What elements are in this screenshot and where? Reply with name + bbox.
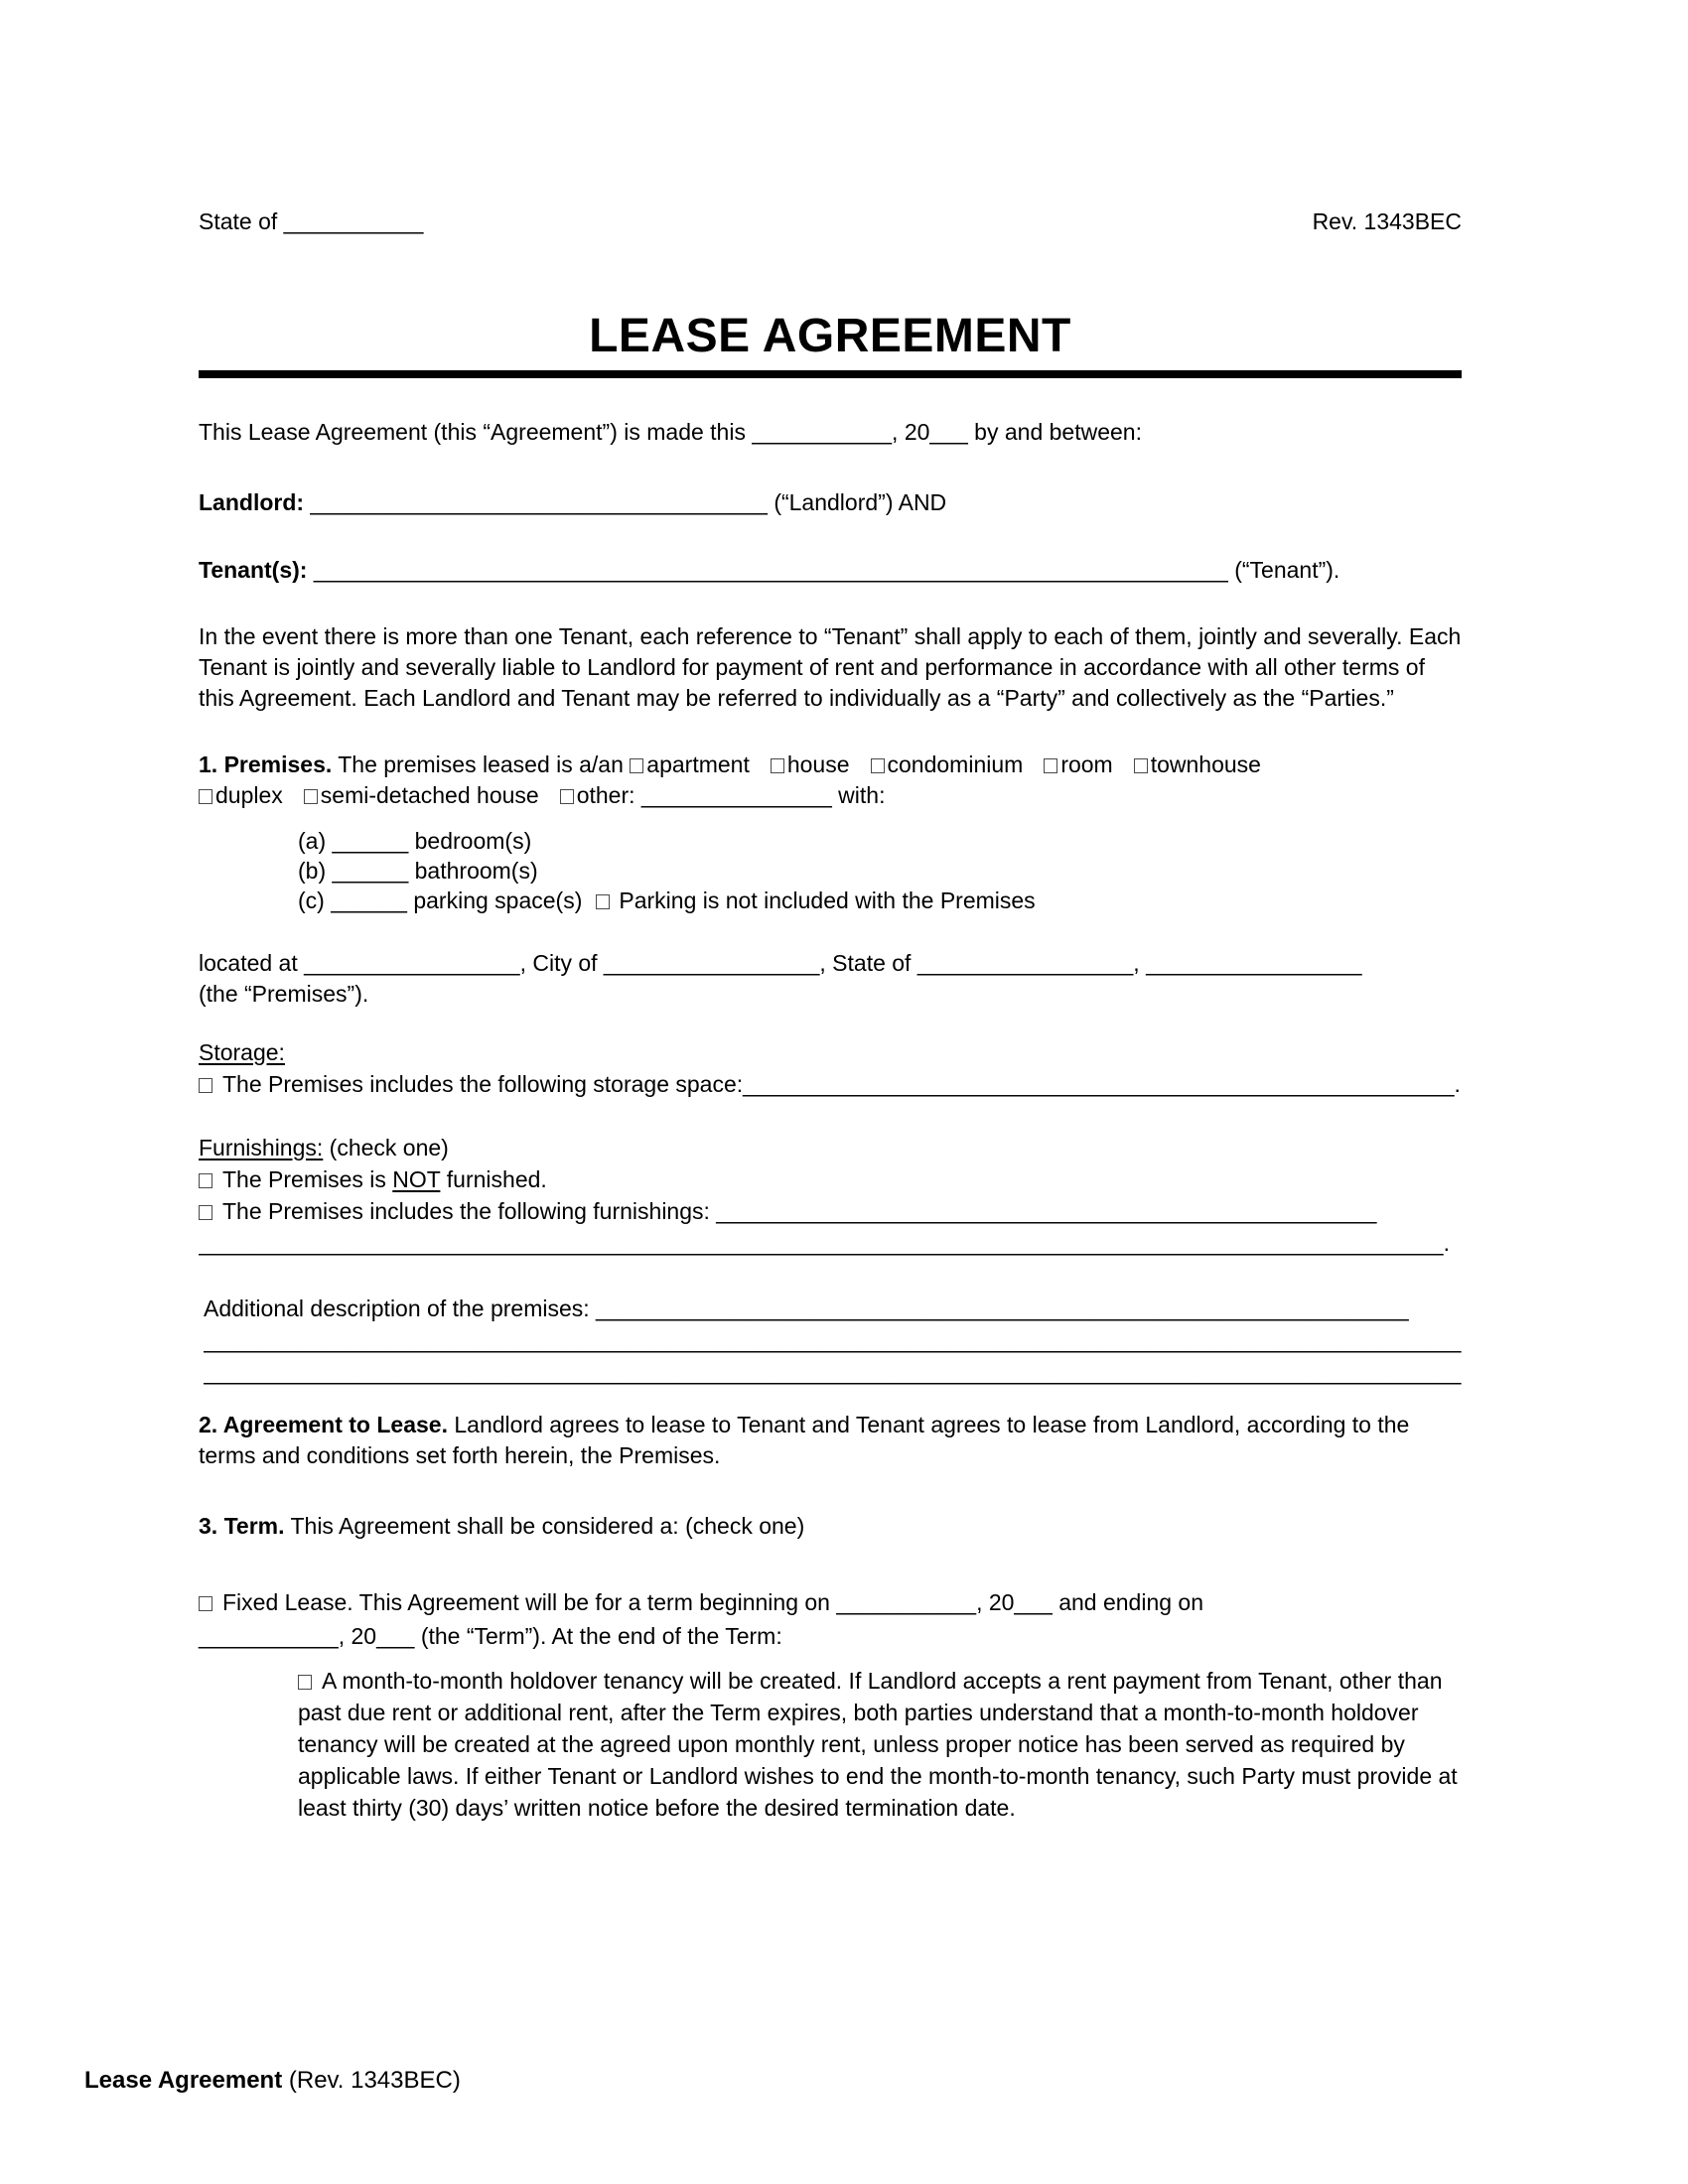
additional-description-section [199, 1293, 1462, 1388]
landlord-line [199, 487, 1462, 518]
list-item-bathrooms: (b) ______ bathroom(s) [298, 858, 538, 884]
storage-blank: ________________________________________________________. [743, 1071, 1461, 1097]
state-of-label: State of [199, 208, 284, 234]
footer-title: Lease Agreement [84, 2067, 283, 2094]
storage-section [199, 1036, 1462, 1100]
page-content [199, 0, 1462, 1824]
additional-description-line: Additional description of the premises: ________________________________________________________________ [204, 1296, 1409, 1321]
title-divider [199, 370, 1462, 378]
agreement-to-lease-section: 2. Agreement to Lease. Landlord agrees to lease to Tenant and Tenant agrees to lease from Landlord, according to the terms and conditions set forth herein, the Premises. [199, 1412, 1410, 1468]
furnished-line: The Premises includes the following furnishings: ____________________________________________________ [199, 1195, 1462, 1227]
furnishings-heading-line: Furnishings: (check one) [199, 1135, 449, 1160]
storage-heading: Storage: [199, 1039, 285, 1065]
premises-option-apartment: apartment [630, 751, 750, 777]
state-of-line [199, 206, 423, 237]
tenant-blank: ________________________________________________________________________ (“Tenant”). [307, 557, 1340, 583]
term-section: 3. Term. This Agreement shall be considered a: (check one) [199, 1513, 805, 1539]
revision-number: Rev. 1343BEC [1312, 208, 1462, 234]
checkbox-room[interactable] [1044, 758, 1057, 773]
furnishings-section [199, 1132, 1462, 1259]
furnishings-continuation-blank: __________________________________________________________________________________________________. [199, 1230, 1450, 1256]
located-at-line: located at _________________, City of _________________, State of _________________, _________________ [199, 950, 1362, 976]
checkbox-duplex[interactable] [199, 789, 212, 804]
state-of-blank: ___________ [283, 208, 424, 234]
checkbox-holdover-tenancy[interactable] [298, 1675, 312, 1690]
premises-heading: 1. Premises. [199, 751, 333, 777]
premises-option-semi-detached: semi-detached house [304, 782, 539, 808]
premises-lead: The premises leased is a/an [332, 751, 631, 777]
page-header [199, 206, 1462, 237]
other-blank: _______________ with: [634, 782, 886, 808]
premises-option-room: room [1044, 751, 1112, 777]
additional-description-blank3: ___________________________________________________________________________________________________ [204, 1359, 1462, 1385]
agreement-to-lease-heading: 2. Agreement to Lease. [199, 1412, 448, 1437]
landlord-label: Landlord: [199, 489, 305, 515]
landlord-blank: ____________________________________ (“Landlord”) AND [304, 489, 947, 515]
premises-option-duplex: duplex [199, 782, 283, 808]
checkbox-not-furnished[interactable] [199, 1173, 212, 1188]
parking-not-included-label: Parking is not included with the Premises [619, 887, 1036, 913]
footer-revision: (Rev. 1343BEC) [282, 2067, 461, 2094]
premises-option-house: house [771, 751, 850, 777]
checkbox-condominium[interactable] [871, 758, 885, 773]
list-item-bedrooms: (a) ______ bedroom(s) [298, 828, 532, 854]
holdover-tenancy-paragraph: A month-to-month holdover tenancy will be created. If Landlord accepts a rent payment from Tenant, other than past due rent or additional rent, after the Term expires, both parties understand that a month-to-month holdover tenancy will be created at the agreed upon monthly rent, unless proper notice has been served as required by applicable laws. If either Tenant or Landlord wishes to end the month-to-month tenancy, such Party must provide at least thirty (30) days’ written notice before the desired termination date. [298, 1668, 1458, 1821]
page-footer [84, 2065, 461, 2096]
not-furnished-line: The Premises is NOT furnished. [199, 1163, 1462, 1195]
premises-option-condominium: condominium [871, 751, 1024, 777]
premises-option-other: other: [560, 782, 635, 808]
fixed-lease-line1: Fixed Lease. This Agreement will be for a term beginning on ___________, 20___ and ending on [199, 1585, 1462, 1619]
tenant-label: Tenant(s): [199, 557, 308, 583]
furnishings-blank: ____________________________________________________ [709, 1198, 1377, 1224]
checkbox-other[interactable] [560, 789, 574, 804]
checkbox-apartment[interactable] [630, 758, 643, 773]
premises-option-townhouse: townhouse [1134, 751, 1261, 777]
storage-checkbox-line: The Premises includes the following storage space:________________________________________________________. [199, 1068, 1462, 1100]
intro-paragraph: This Lease Agreement (this “Agreement”) is made this ___________, 20___ by and between: [199, 419, 1142, 445]
additional-description-blank2: ___________________________________________________________________________________________________ [204, 1327, 1462, 1353]
checkbox-furnished[interactable] [199, 1205, 212, 1220]
premises-line2 [199, 780, 1462, 811]
checkbox-fixed-lease[interactable] [199, 1596, 212, 1611]
checkbox-parking-not-included[interactable] [596, 894, 610, 909]
premises-line1 [199, 750, 1462, 780]
checkbox-semi-detached-house[interactable] [304, 789, 318, 804]
fixed-lease-line2: ___________, 20___ (the “Term”). At the end of the Term: [199, 1623, 782, 1649]
premises-defined-line: (the “Premises”). [199, 981, 369, 1007]
premises-section [199, 750, 1462, 811]
checkbox-storage-included[interactable] [199, 1078, 212, 1093]
list-item-parking: (c) ______ parking space(s) Parking is not included with the Premises [298, 887, 1036, 913]
joint-liability-paragraph: In the event there is more than one Tenant, each reference to “Tenant” shall apply to each of them, jointly and severally. Each Tenant is jointly and severally liable to Landlord for payment of rent and performance in accordance with all other terms of this Agreement. Each Landlord and Tenant may be referred to individually as a “Party” and collectively as the “Parties.” [199, 623, 1462, 711]
not-word: NOT [392, 1166, 441, 1192]
checkbox-townhouse[interactable] [1134, 758, 1148, 773]
term-heading: 3. Term. [199, 1513, 285, 1539]
checkbox-house[interactable] [771, 758, 784, 773]
premises-detail-list [199, 826, 1462, 915]
located-at-paragraph [199, 948, 1462, 1010]
document-title: LEASE AGREEMENT [589, 310, 1071, 362]
furnishings-heading: Furnishings: [199, 1135, 324, 1160]
tenant-line [199, 555, 1462, 586]
